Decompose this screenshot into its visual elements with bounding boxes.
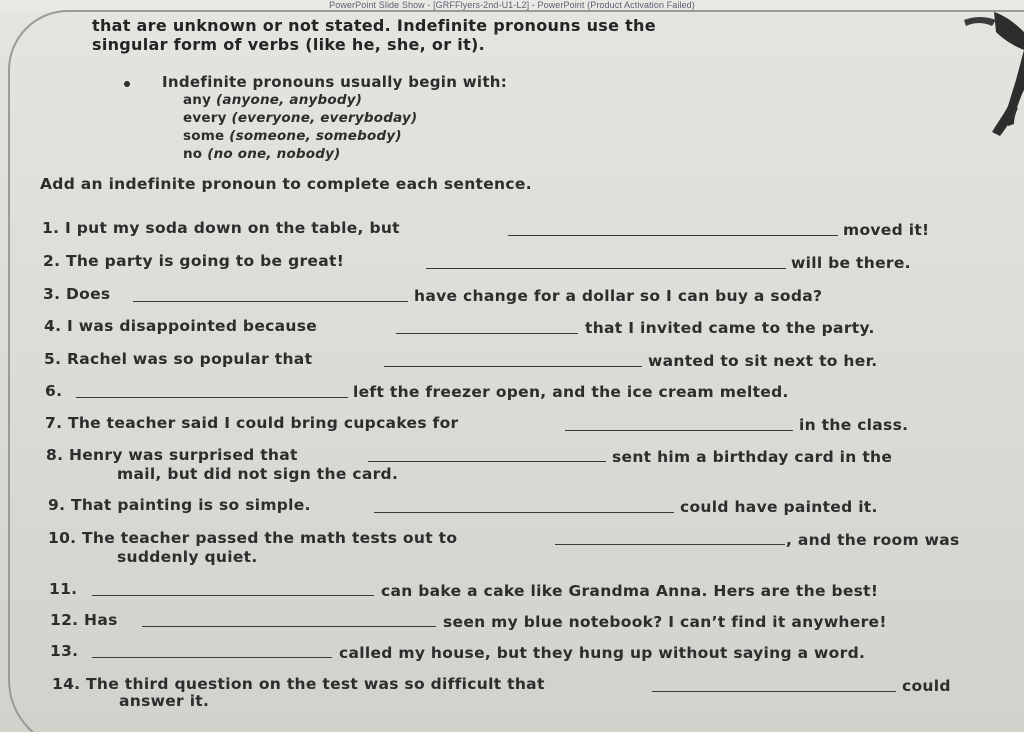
question-5-before: 5. Rachel was so popular that (44, 350, 313, 368)
intro-line-1: that are unknown or not stated. Indefinite pronouns use the (92, 16, 656, 35)
prefix-row-any (183, 92, 362, 108)
question-12-after: seen my blue notebook? I can’t find it anywhere! (443, 613, 887, 631)
question-4-after: that I invited came to the party. (585, 319, 875, 337)
answer-blank-6[interactable] (76, 397, 348, 398)
answer-blank-11[interactable] (92, 595, 374, 596)
answer-blank-10[interactable] (555, 544, 785, 545)
question-9-after: could have painted it. (680, 498, 878, 516)
question-13-before: 13. (50, 642, 79, 660)
answer-blank-5[interactable] (384, 366, 642, 367)
question-10-after: , and the room was (786, 531, 960, 549)
prefix-examples: (someone, somebody) (229, 128, 402, 144)
question-4-before: 4. I was disappointed because (44, 317, 318, 335)
question-12-before: 12. Has (50, 611, 118, 629)
window-title: PowerPoint Slide Show - [GRFFlyers-2nd-U1-L2] - PowerPoint (Product Activation Failed) (0, 0, 1024, 12)
answer-blank-3[interactable] (133, 301, 408, 302)
question-6-before: 6. (45, 382, 63, 400)
prefix-word: any (183, 92, 212, 108)
bullet-dot (124, 81, 130, 87)
answer-blank-2[interactable] (426, 268, 786, 269)
answer-blank-8[interactable] (368, 461, 606, 462)
instruction: Add an indefinite pronoun to complete each sentence. (40, 175, 532, 193)
question-11-after: can bake a cake like Grandma Anna. Hers are the best! (381, 582, 879, 600)
question-3-after: have change for a dollar so I can buy a soda? (414, 287, 823, 305)
question-1-before: 1. I put my soda down on the table, but (42, 219, 400, 237)
prefix-word: every (183, 110, 227, 126)
answer-blank-7[interactable] (565, 430, 793, 431)
question-11-before: 11. (49, 580, 78, 598)
question-1-after: moved it! (843, 221, 930, 239)
question-7-before: 7. The teacher said I could bring cupcakes for (45, 414, 459, 432)
stick-figure-clipart (934, 10, 1024, 140)
question-8-continuation: mail, but did not sign the card. (117, 465, 399, 483)
prefix-row-some (183, 128, 402, 144)
prefix-examples: (anyone, anybody) (216, 92, 363, 108)
prefix-row-no (183, 146, 341, 162)
question-7-after: in the class. (799, 416, 909, 434)
question-3-before: 3. Does (43, 285, 111, 303)
question-6-after: left the freezer open, and the ice cream melted. (353, 383, 789, 401)
prefix-examples: (no one, nobody) (207, 146, 341, 162)
intro-line-2: singular form of verbs (like he, she, or it). (92, 35, 486, 54)
answer-blank-9[interactable] (374, 512, 674, 513)
question-2-before: 2. The party is going to be great! (43, 252, 345, 270)
question-14-before: 14. The third question on the test was so difficult that (52, 675, 545, 693)
answer-blank-13[interactable] (92, 657, 332, 658)
bullet-heading: Indefinite pronouns usually begin with: (162, 73, 508, 91)
question-10-continuation: suddenly quiet. (117, 548, 258, 566)
prefix-word: no (183, 146, 203, 162)
answer-blank-14[interactable] (652, 691, 896, 692)
prefix-word: some (183, 128, 225, 144)
answer-blank-12[interactable] (142, 626, 436, 627)
prefix-examples: (everyone, everyboday) (231, 110, 418, 126)
answer-blank-1[interactable] (508, 235, 838, 236)
answer-blank-4[interactable] (396, 333, 578, 334)
question-9-before: 9. That painting is so simple. (48, 496, 311, 514)
question-14-continuation: answer it. (119, 692, 210, 710)
question-5-after: wanted to sit next to her. (648, 352, 878, 370)
question-10-before: 10. The teacher passed the math tests out to (48, 529, 458, 547)
question-8-before: 8. Henry was surprised that (46, 446, 298, 464)
question-13-after: called my house, but they hung up without saying a word. (339, 644, 866, 662)
prefix-row-every (183, 110, 417, 126)
question-8-after: sent him a birthday card in the (612, 448, 893, 466)
question-14-after: could (902, 677, 951, 695)
question-2-after: will be there. (791, 254, 911, 272)
